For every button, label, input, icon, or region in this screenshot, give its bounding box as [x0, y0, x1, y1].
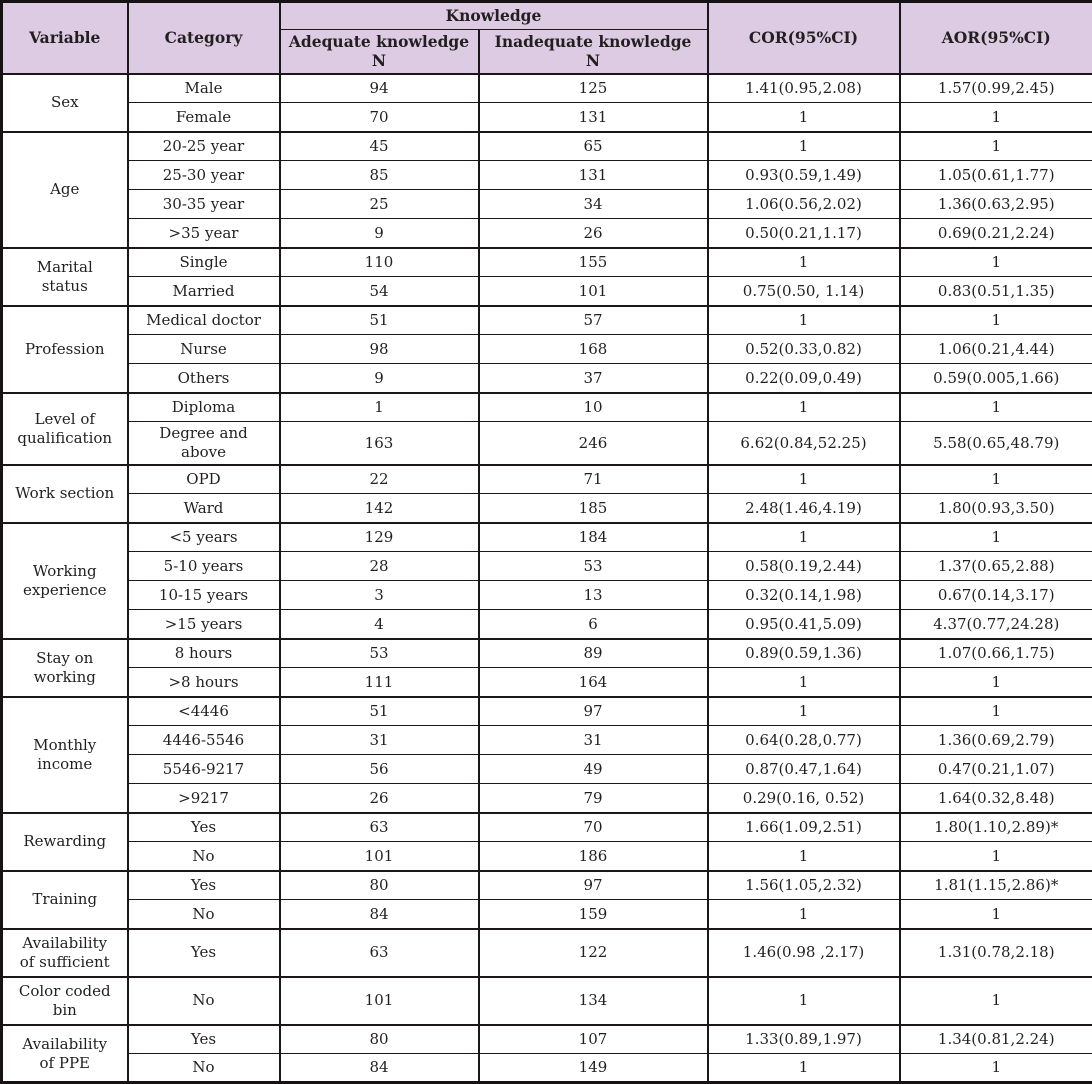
- table-row: [2, 697, 1092, 726]
- category-cell: Yes: [128, 1025, 280, 1054]
- adequate-count-cell: 26: [280, 784, 479, 813]
- adequate-count-cell: 54: [280, 277, 479, 306]
- inadequate-count-cell: 31: [479, 726, 708, 755]
- adequate-count-cell: 22: [280, 465, 479, 494]
- variable-cell: Color coded bin: [2, 977, 128, 1025]
- adequate-count-cell: 163: [280, 422, 479, 465]
- cor-cell: 1: [708, 697, 900, 726]
- col-header-cor: COR(95%CI): [708, 2, 900, 74]
- table-row: [2, 977, 1092, 1025]
- category-cell: >8 hours: [128, 668, 280, 697]
- table-row: [2, 219, 1092, 248]
- aor-cell: 5.58(0.65,48.79): [900, 422, 1092, 465]
- inadequate-count-cell: 164: [479, 668, 708, 697]
- category-cell: Medical doctor: [128, 306, 280, 335]
- aor-cell: 1: [900, 1054, 1092, 1083]
- inadequate-count-cell: 79: [479, 784, 708, 813]
- adequate-count-cell: 63: [280, 929, 479, 977]
- cor-cell: 1.46(0.98 ,2.17): [708, 929, 900, 977]
- category-cell: 4446-5546: [128, 726, 280, 755]
- aor-cell: 0.47(0.21,1.07): [900, 755, 1092, 784]
- cor-cell: 1: [708, 465, 900, 494]
- category-cell: >9217: [128, 784, 280, 813]
- variable-cell: Level of qualification: [2, 393, 128, 465]
- cor-cell: 0.22(0.09,0.49): [708, 364, 900, 393]
- aor-cell: 1.81(1.15,2.86)*: [900, 871, 1092, 900]
- table-row: [2, 1054, 1092, 1083]
- adequate-count-cell: 9: [280, 364, 479, 393]
- category-cell: OPD: [128, 465, 280, 494]
- aor-cell: 0.67(0.14,3.17): [900, 581, 1092, 610]
- table-row: [2, 581, 1092, 610]
- table-row: [2, 393, 1092, 422]
- category-cell: Nurse: [128, 335, 280, 364]
- cor-cell: 0.87(0.47,1.64): [708, 755, 900, 784]
- category-cell: 10-15 years: [128, 581, 280, 610]
- variable-cell: Marital status: [2, 248, 128, 306]
- aor-cell: 1: [900, 465, 1092, 494]
- adequate-count-cell: 51: [280, 697, 479, 726]
- category-cell: No: [128, 1054, 280, 1083]
- cor-cell: 1: [708, 668, 900, 697]
- table-row: [2, 929, 1092, 977]
- category-cell: 5546-9217: [128, 755, 280, 784]
- variable-cell: Availability of sufficient: [2, 929, 128, 977]
- aor-cell: 1.07(0.66,1.75): [900, 639, 1092, 668]
- table-row: [2, 639, 1092, 668]
- cor-cell: 1.56(1.05,2.32): [708, 871, 900, 900]
- aor-cell: 1: [900, 900, 1092, 929]
- category-cell: Yes: [128, 813, 280, 842]
- adequate-count-cell: 28: [280, 552, 479, 581]
- cor-cell: 1: [708, 393, 900, 422]
- inadequate-count-cell: 134: [479, 977, 708, 1025]
- aor-cell: 0.69(0.21,2.24): [900, 219, 1092, 248]
- col-header-aor: AOR(95%CI): [900, 2, 1092, 74]
- adequate-count-cell: 85: [280, 161, 479, 190]
- cor-cell: 1: [708, 842, 900, 871]
- table-row: [2, 465, 1092, 494]
- adequate-count-cell: 84: [280, 900, 479, 929]
- table-row: [2, 190, 1092, 219]
- category-cell: No: [128, 977, 280, 1025]
- table-row: [2, 277, 1092, 306]
- variable-cell: Availability of PPE: [2, 1025, 128, 1083]
- table-row: [2, 813, 1092, 842]
- table-row: [2, 74, 1092, 103]
- inadequate-count-cell: 65: [479, 132, 708, 161]
- cor-cell: 6.62(0.84,52.25): [708, 422, 900, 465]
- category-cell: Ward: [128, 494, 280, 523]
- category-cell: 5-10 years: [128, 552, 280, 581]
- table-row: [2, 1025, 1092, 1054]
- category-cell: >35 year: [128, 219, 280, 248]
- adequate-count-cell: 111: [280, 668, 479, 697]
- cor-cell: 0.93(0.59,1.49): [708, 161, 900, 190]
- category-cell: 20-25 year: [128, 132, 280, 161]
- category-cell: Degree and above: [128, 422, 280, 465]
- variable-cell: Training: [2, 871, 128, 929]
- inadequate-count-cell: 53: [479, 552, 708, 581]
- aor-cell: 1: [900, 306, 1092, 335]
- category-cell: Female: [128, 103, 280, 132]
- inadequate-count-cell: 89: [479, 639, 708, 668]
- aor-cell: 1.64(0.32,8.48): [900, 784, 1092, 813]
- table-row: [2, 552, 1092, 581]
- inadequate-count-cell: 70: [479, 813, 708, 842]
- aor-cell: 1.37(0.65,2.88): [900, 552, 1092, 581]
- category-cell: <4446: [128, 697, 280, 726]
- category-cell: Diploma: [128, 393, 280, 422]
- inadequate-count-cell: 186: [479, 842, 708, 871]
- cor-cell: 1: [708, 1054, 900, 1083]
- cor-cell: 2.48(1.46,4.19): [708, 494, 900, 523]
- inadequate-count-cell: 10: [479, 393, 708, 422]
- col-header-adequate-knowledge: Adequate knowledge N: [280, 30, 479, 74]
- category-cell: 25-30 year: [128, 161, 280, 190]
- inadequate-count-cell: 125: [479, 74, 708, 103]
- table-row: [2, 422, 1092, 465]
- table-row: [2, 132, 1092, 161]
- cor-cell: 0.29(0.16, 0.52): [708, 784, 900, 813]
- col-header-variable: Variable: [2, 2, 128, 74]
- category-cell: No: [128, 900, 280, 929]
- category-cell: 30-35 year: [128, 190, 280, 219]
- cor-cell: 0.50(0.21,1.17): [708, 219, 900, 248]
- cor-cell: 1: [708, 103, 900, 132]
- cor-cell: 1.41(0.95,2.08): [708, 74, 900, 103]
- category-cell: >15 years: [128, 610, 280, 639]
- aor-cell: 1: [900, 523, 1092, 552]
- table-row: [2, 900, 1092, 929]
- category-cell: Married: [128, 277, 280, 306]
- inadequate-count-cell: 159: [479, 900, 708, 929]
- inadequate-count-cell: 246: [479, 422, 708, 465]
- adequate-count-cell: 84: [280, 1054, 479, 1083]
- table-row: [2, 335, 1092, 364]
- adequate-count-cell: 4: [280, 610, 479, 639]
- adequate-count-cell: 101: [280, 842, 479, 871]
- cor-cell: 1: [708, 306, 900, 335]
- variable-cell: Sex: [2, 74, 128, 132]
- adequate-count-cell: 94: [280, 74, 479, 103]
- adequate-count-cell: 31: [280, 726, 479, 755]
- table-row: [2, 161, 1092, 190]
- aor-cell: 1.34(0.81,2.24): [900, 1025, 1092, 1054]
- cor-cell: 1.66(1.09,2.51): [708, 813, 900, 842]
- aor-cell: 1.06(0.21,4.44): [900, 335, 1092, 364]
- table-row: [2, 784, 1092, 813]
- inadequate-count-cell: 131: [479, 103, 708, 132]
- adequate-count-cell: 53: [280, 639, 479, 668]
- cor-cell: 0.95(0.41,5.09): [708, 610, 900, 639]
- table-row: [2, 755, 1092, 784]
- inadequate-count-cell: 184: [479, 523, 708, 552]
- variable-cell: Stay on working: [2, 639, 128, 697]
- cor-cell: 0.58(0.19,2.44): [708, 552, 900, 581]
- inadequate-count-cell: 97: [479, 871, 708, 900]
- aor-cell: 0.59(0.005,1.66): [900, 364, 1092, 393]
- table-row: [2, 842, 1092, 871]
- inadequate-count-cell: 131: [479, 161, 708, 190]
- adequate-count-cell: 45: [280, 132, 479, 161]
- inadequate-count-cell: 97: [479, 697, 708, 726]
- aor-cell: 1.57(0.99,2.45): [900, 74, 1092, 103]
- col-header-category: Category: [128, 2, 280, 74]
- category-cell: Male: [128, 74, 280, 103]
- adequate-count-cell: 142: [280, 494, 479, 523]
- adequate-count-cell: 129: [280, 523, 479, 552]
- aor-cell: 1: [900, 668, 1092, 697]
- adequate-count-cell: 70: [280, 103, 479, 132]
- inadequate-count-cell: 49: [479, 755, 708, 784]
- category-cell: <5 years: [128, 523, 280, 552]
- adequate-count-cell: 63: [280, 813, 479, 842]
- cor-cell: 1: [708, 900, 900, 929]
- table-row: [2, 871, 1092, 900]
- adequate-count-cell: 80: [280, 1025, 479, 1054]
- aor-cell: 1.31(0.78,2.18): [900, 929, 1092, 977]
- col-header-knowledge: Knowledge: [280, 2, 708, 30]
- adequate-count-cell: 110: [280, 248, 479, 277]
- table-row: [2, 726, 1092, 755]
- inadequate-count-cell: 168: [479, 335, 708, 364]
- table-row: [2, 523, 1092, 552]
- table-body: [2, 74, 1092, 1083]
- cor-cell: 0.32(0.14,1.98): [708, 581, 900, 610]
- header-row-top: [2, 2, 1092, 30]
- cor-cell: 1: [708, 523, 900, 552]
- cor-cell: 1.06(0.56,2.02): [708, 190, 900, 219]
- aor-cell: 1: [900, 132, 1092, 161]
- aor-cell: 1: [900, 977, 1092, 1025]
- table-row: [2, 610, 1092, 639]
- cor-cell: 1.33(0.89,1.97): [708, 1025, 900, 1054]
- category-cell: Single: [128, 248, 280, 277]
- adequate-count-cell: 51: [280, 306, 479, 335]
- aor-cell: 1.36(0.69,2.79): [900, 726, 1092, 755]
- adequate-count-cell: 1: [280, 393, 479, 422]
- aor-cell: 1: [900, 103, 1092, 132]
- category-cell: 8 hours: [128, 639, 280, 668]
- aor-cell: 1: [900, 393, 1092, 422]
- category-cell: Yes: [128, 871, 280, 900]
- table-row: [2, 306, 1092, 335]
- adequate-count-cell: 56: [280, 755, 479, 784]
- aor-cell: 1: [900, 697, 1092, 726]
- category-cell: Yes: [128, 929, 280, 977]
- cor-cell: 0.75(0.50, 1.14): [708, 277, 900, 306]
- inadequate-count-cell: 185: [479, 494, 708, 523]
- inadequate-count-cell: 122: [479, 929, 708, 977]
- variable-cell: Rewarding: [2, 813, 128, 871]
- aor-cell: 1.80(1.10,2.89)*: [900, 813, 1092, 842]
- aor-cell: 1: [900, 842, 1092, 871]
- table-row: [2, 248, 1092, 277]
- inadequate-count-cell: 107: [479, 1025, 708, 1054]
- adequate-count-cell: 98: [280, 335, 479, 364]
- cor-cell: 0.89(0.59,1.36): [708, 639, 900, 668]
- adequate-count-cell: 9: [280, 219, 479, 248]
- aor-cell: 1: [900, 248, 1092, 277]
- table-row: [2, 494, 1092, 523]
- cor-cell: 1: [708, 132, 900, 161]
- variable-cell: Profession: [2, 306, 128, 393]
- cor-cell: 0.52(0.33,0.82): [708, 335, 900, 364]
- variable-cell: Work section: [2, 465, 128, 523]
- aor-cell: 4.37(0.77,24.28): [900, 610, 1092, 639]
- aor-cell: 1.36(0.63,2.95): [900, 190, 1092, 219]
- inadequate-count-cell: 37: [479, 364, 708, 393]
- table-row: [2, 103, 1092, 132]
- aor-cell: 1.80(0.93,3.50): [900, 494, 1092, 523]
- adequate-count-cell: 3: [280, 581, 479, 610]
- aor-cell: 0.83(0.51,1.35): [900, 277, 1092, 306]
- aor-cell: 1.05(0.61,1.77): [900, 161, 1092, 190]
- variable-cell: Working experience: [2, 523, 128, 639]
- adequate-count-cell: 25: [280, 190, 479, 219]
- cor-cell: 0.64(0.28,0.77): [708, 726, 900, 755]
- table-row: [2, 364, 1092, 393]
- inadequate-count-cell: 155: [479, 248, 708, 277]
- adequate-count-cell: 80: [280, 871, 479, 900]
- category-cell: Others: [128, 364, 280, 393]
- inadequate-count-cell: 71: [479, 465, 708, 494]
- adequate-count-cell: 101: [280, 977, 479, 1025]
- col-header-inadequate-knowledge: Inadequate knowledge N: [479, 30, 708, 74]
- inadequate-count-cell: 149: [479, 1054, 708, 1083]
- inadequate-count-cell: 26: [479, 219, 708, 248]
- inadequate-count-cell: 6: [479, 610, 708, 639]
- inadequate-count-cell: 13: [479, 581, 708, 610]
- table-header: [2, 2, 1092, 74]
- inadequate-count-cell: 34: [479, 190, 708, 219]
- cor-cell: 1: [708, 248, 900, 277]
- inadequate-count-cell: 57: [479, 306, 708, 335]
- variable-cell: Age: [2, 132, 128, 248]
- category-cell: No: [128, 842, 280, 871]
- variable-cell: Monthly income: [2, 697, 128, 813]
- cor-cell: 1: [708, 977, 900, 1025]
- table-row: [2, 668, 1092, 697]
- inadequate-count-cell: 101: [479, 277, 708, 306]
